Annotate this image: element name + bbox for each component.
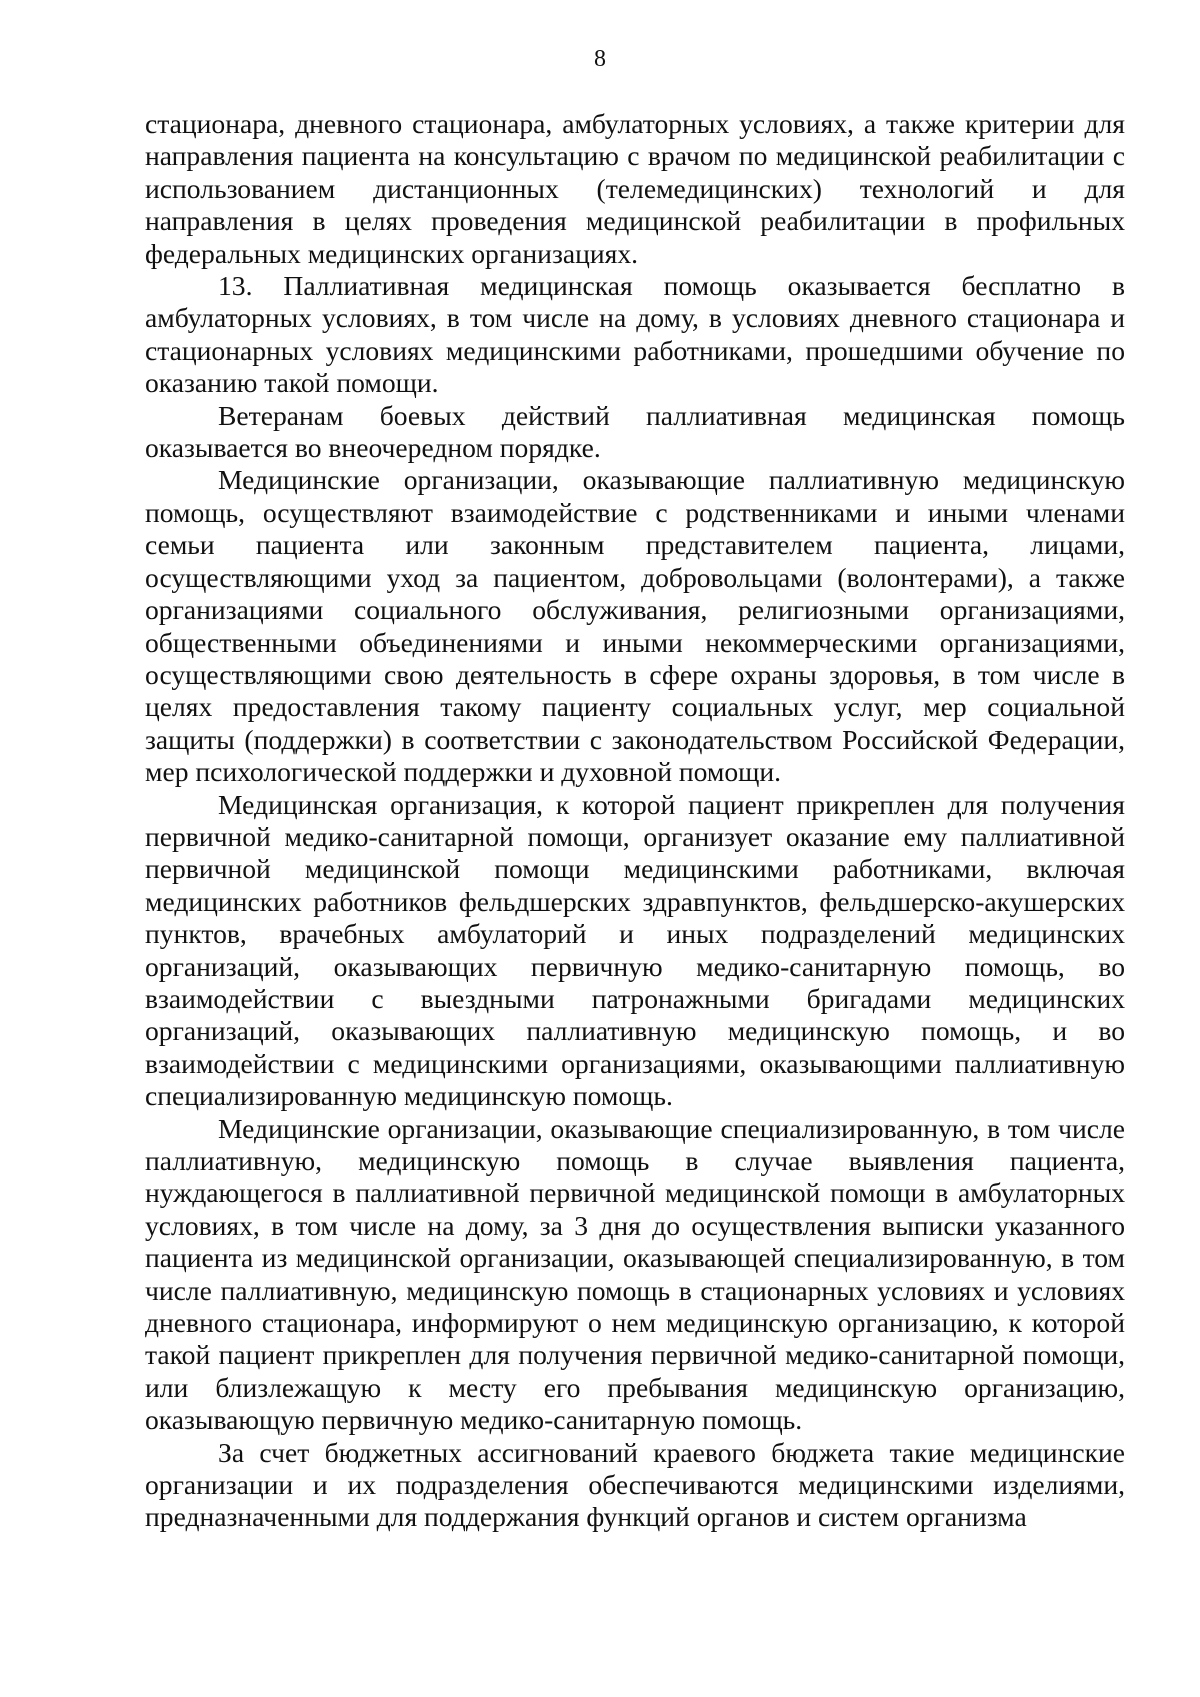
- page-number: 8: [594, 46, 606, 72]
- paragraph-continuation: стационара, дневного стационара, амбулаторных условиях, а также критерии для направления пациента на консультацию с врачом по медицинской реабилитации с использованием дистанционных (телемедицинских) технологий и для направления в целях проведения медицинской реабилитации в профильных федеральных медицинских организациях.: [145, 108, 1125, 269]
- paragraph-regional-budget: За счет бюджетных ассигнований краевого бюджета такие медицинские организации и их подразделения обеспечиваются медицинскими изделиями, предназначенными для поддержания функций органов и систем организма: [145, 1436, 1125, 1533]
- paragraph-palliative-care-clause-13: 13. Паллиативная медицинская помощь оказывается бесплатно в амбулаторных условиях, в том числе на дому, в условиях дневного стационара и стационарных условиях медицинскими работниками, прошедшими обучение по оказанию такой помощи.: [145, 270, 1125, 399]
- paragraph-veterans: Ветеранам боевых действий паллиативная медицинская помощь оказывается во внеочередном порядке.: [145, 399, 1125, 464]
- document-body: [145, 108, 1125, 1534]
- paragraph-interaction-organizations: Медицинские организации, оказывающие паллиативную медицинскую помощь, осуществляют взаимодействие с родственниками и иными членами семьи пациента или законным представителем пациента, лицами, осуществляющими уход за пациентом, добровольцами (волонтерами), а также организациями социального обслуживания, религиозными организациями, общественными объединениями и иными некоммерческими организациями, осуществляющими свою деятельность в сфере охраны здоровья, в том числе в целях предоставления такому пациенту социальных услуг, мер социальной защиты (поддержки) в соответствии с законодательством Российской Федерации, мер психологической поддержки и духовной помощи.: [145, 464, 1125, 788]
- paragraph-primary-care-organization: Медицинская организация, к которой пациент прикреплен для получения первичной медико-санитарной помощи, организует оказание ему паллиативной первичной медицинской помощи медицинскими работниками, включая медицинских работников фельдшерских здравпунктов, фельдшерско-акушерских пунктов, врачебных амбулаторий и иных подразделений медицинских организаций, оказывающих первичную медико-санитарную помощь, во взаимодействии с выездными патронажными бригадами медицинских организаций, оказывающих паллиативную медицинскую помощь, и во взаимодействии с медицинскими организациями, оказывающими паллиативную специализированную медицинскую помощь.: [145, 788, 1125, 1112]
- paragraph-specialized-organizations: Медицинские организации, оказывающие специализированную, в том числе паллиативную, медицинскую помощь в случае выявления пациента, нуждающегося в паллиативной первичной медицинской помощи в амбулаторных условиях, в том числе на дому, за 3 дня до осуществления выписки указанного пациента из медицинской организации, оказывающей специализированную, в том числе паллиативную, медицинскую помощь в стационарных условиях и условиях дневного стационара, информируют о нем медицинскую организацию, к которой такой пациент прикреплен для получения первичной медико-санитарной помощи, или близлежащую к месту его пребывания медицинскую организацию, оказывающую первичную медико-санитарную помощь.: [145, 1112, 1125, 1436]
